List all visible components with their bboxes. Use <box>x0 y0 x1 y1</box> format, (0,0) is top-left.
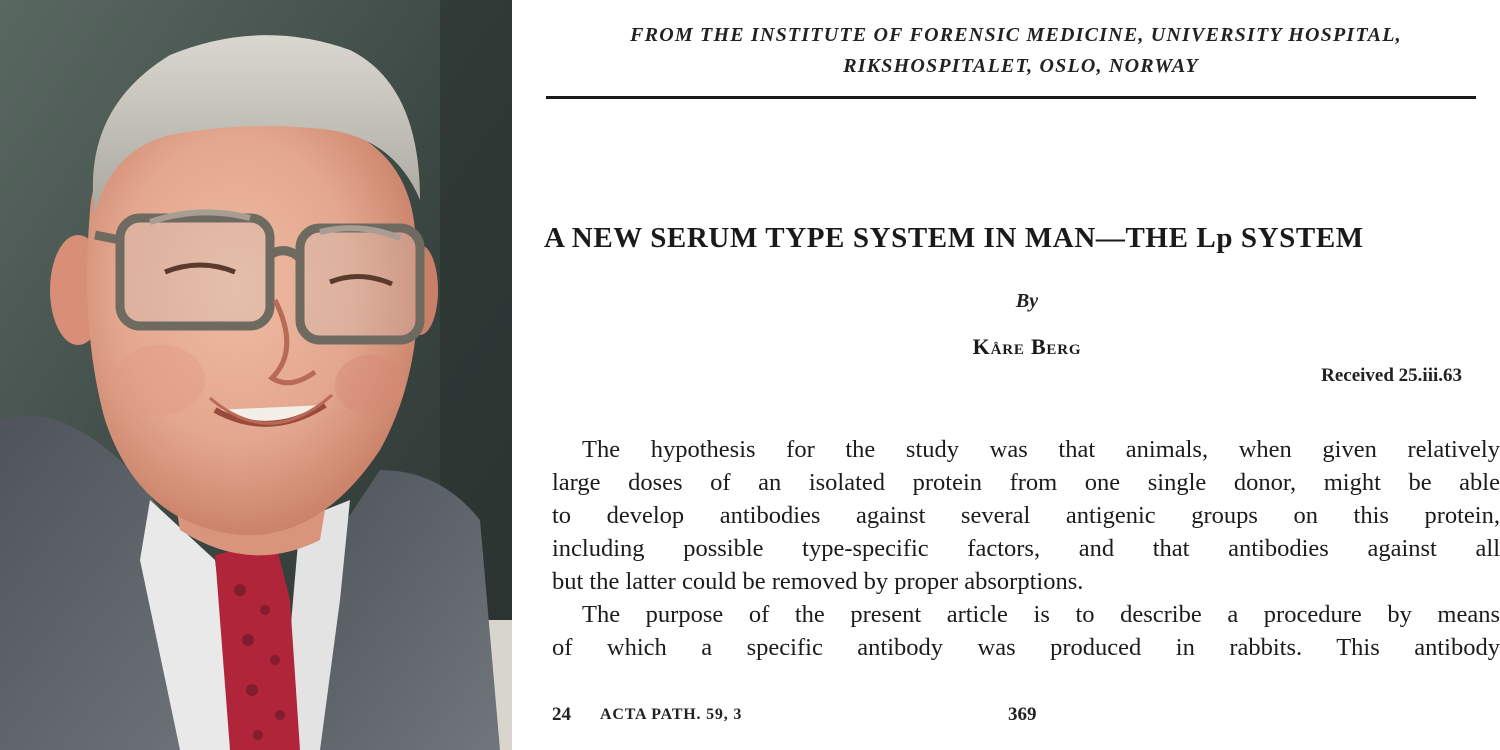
paragraph-2-line: The purpose of the present article is to describe a procedure by means <box>582 601 1500 628</box>
page-number: 369 <box>1008 704 1037 725</box>
author-name: Kåre Berg <box>972 334 1082 359</box>
paragraph-1-line: but the latter could be removed by proper absorptions. <box>552 568 1084 595</box>
affiliation-line-2: RIKSHOSPITALET, OSLO, NORWAY <box>843 55 1199 77</box>
affiliation-line-1: FROM THE INSTITUTE OF FORENSIC MEDICINE, UNIVERSITY HOSPITAL, <box>630 24 1402 46</box>
paragraph-1-line: to develop antibodies against several antigenic groups on this protein, <box>552 502 1500 529</box>
article-body <box>552 433 1500 664</box>
page-footer <box>552 704 1452 730</box>
signature-number: 24 <box>552 704 571 725</box>
by-label: By <box>1015 290 1039 312</box>
journal-citation: ACTA PATH. 59, 3 <box>600 706 743 723</box>
article-page <box>512 0 1500 750</box>
paragraph-1-line: The hypothesis for the study was that animals, when given relatively <box>582 436 1500 463</box>
paragraph-1-line: including possible type-specific factors, and that antibodies against all <box>552 535 1500 562</box>
received-date: Received 25.iii.63 <box>1321 365 1462 386</box>
article-title: A NEW SERUM TYPE SYSTEM IN MAN—THE Lp SYSTEM <box>544 222 1364 254</box>
paragraph-1-line: large doses of an isolated protein from one single donor, might be able <box>552 469 1500 496</box>
paragraph-2-line: of which a specific antibody was produced in rabbits. This antibody <box>552 634 1500 661</box>
header-rule <box>546 96 1476 99</box>
portrait-illustration <box>0 0 512 750</box>
portrait-photo <box>0 0 512 750</box>
